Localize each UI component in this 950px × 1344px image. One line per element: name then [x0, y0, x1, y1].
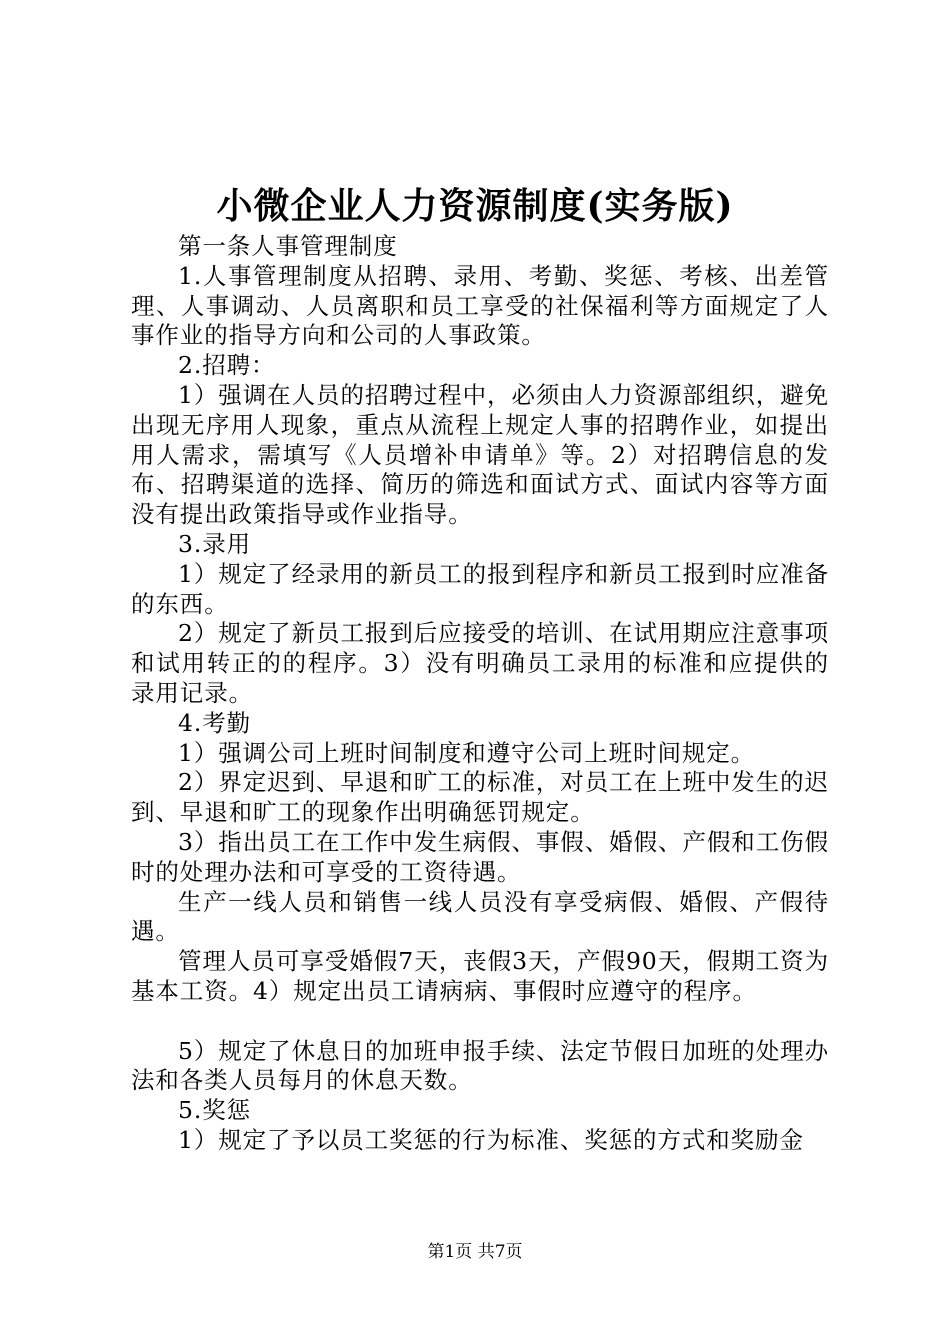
paragraph: 1）强调在人员的招聘过程中，必须由人力资源部组织，避免出现无序用人现象，重点从流程上规定人事的招聘作业，如提出用人需求，需填写《人员增补申请单》等。2）对招聘信息的发布、招聘渠道的选择、简历的筛选和面试方式、面试内容等方面没有提出政策指导或作业指导。 [131, 380, 829, 529]
page-footer: 第1页 共7页 [427, 1242, 523, 1262]
paragraph: 1.人事管理制度从招聘、录用、考勤、奖惩、考核、出差管理、人事调动、人员离职和员工享受的社保福利等方面规定了人事作业的指导方向和公司的人事政策。 [131, 261, 829, 350]
paragraph: 1）规定了予以员工奖惩的行为标准、奖惩的方式和奖励金 [178, 1125, 804, 1154]
paragraph: 5.奖惩 [178, 1096, 252, 1125]
paragraph: 2）界定迟到、早退和旷工的标准，对员工在上班中发生的迟到、早退和旷工的现象作出明确惩罚规定。 [131, 768, 829, 827]
paragraph: 2）规定了新员工报到后应接受的培训、在试用期应注意事项和试用转正的的程序。3）没有明确员工录用的标准和应提供的录用记录。 [131, 619, 829, 707]
document-title: 小微企业人力资源制度(实务版) [216, 185, 734, 227]
paragraph: 3.录用 [178, 529, 252, 558]
paragraph: 5）规定了休息日的加班申报手续、法定节假日加班的处理办法和各类人员每月的休息天数。 [131, 1036, 829, 1095]
paragraph: 4.考勤 [178, 708, 252, 737]
paragraph: 1）强调公司上班时间制度和遵守公司上班时间规定。 [178, 738, 756, 767]
paragraph: 管理人员可享受婚假7天，丧假3天，产假90天，假期工资为基本工资。4）规定出员工请病病、事假时应遵守的程序。 [131, 947, 829, 1005]
paragraph: 生产一线人员和销售一线人员没有享受病假、婚假、产假待遇。 [131, 887, 829, 946]
paragraph: 3）指出员工在工作中发生病假、事假、婚假、产假和工伤假时的处理办法和可享受的工资待遇。 [131, 827, 829, 886]
paragraph: 1）规定了经录用的新员工的报到程序和新员工报到时应准备的东西。 [131, 559, 829, 618]
paragraph: 第一条人事管理制度 [178, 232, 398, 260]
paragraph: 2.招聘： [178, 351, 276, 380]
document-body [131, 232, 829, 1156]
blank-paragraph [131, 1007, 829, 1037]
